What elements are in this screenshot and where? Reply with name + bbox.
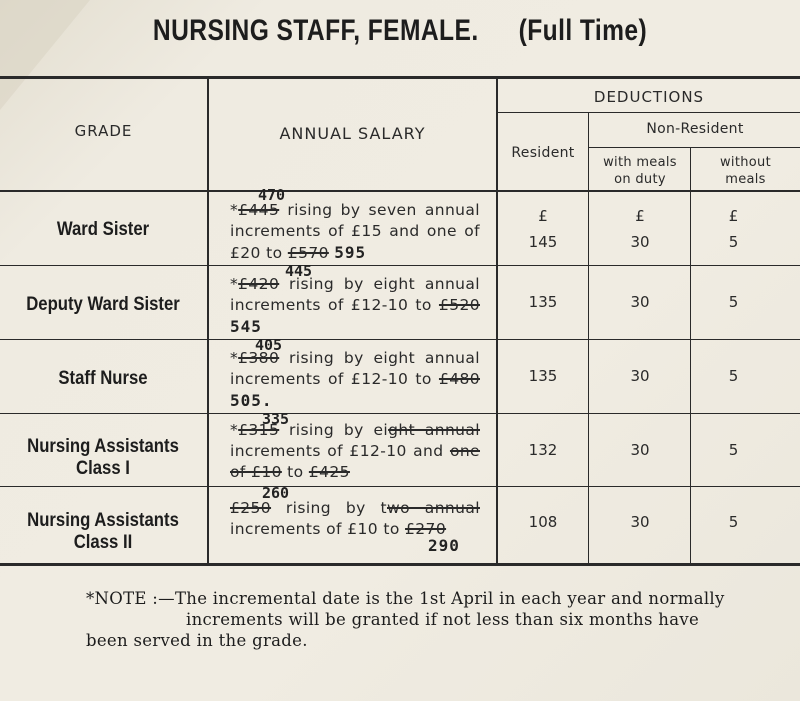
struck-amount: £380 — [238, 349, 280, 367]
resident-value: 108 — [528, 513, 558, 531]
struck-amount: £425 — [308, 463, 350, 481]
struck-amount: £520 — [438, 296, 480, 314]
row-rule-4 — [0, 486, 800, 487]
footnote — [86, 588, 736, 651]
with-meals-value: 30 — [630, 233, 650, 251]
salary-nursing-assistants-class-2: £250 rising by two annual increments of £10 to £270 — [230, 499, 480, 538]
footnote-line-1: *NOTE :—The incremental date is the 1st April in each year and normally — [86, 589, 725, 608]
handwritten-correction-4: 335 — [262, 410, 290, 428]
nonresident-under-rule — [589, 147, 800, 148]
row-rule-1 — [0, 265, 800, 266]
struck-amount: £445 — [238, 201, 280, 219]
table-top-rule — [0, 76, 800, 79]
resident-value: 145 — [528, 233, 558, 251]
deductions-under-rule — [497, 112, 800, 113]
struck-text: wo annual — [387, 499, 480, 517]
page-title — [72, 14, 728, 48]
struck-text: one of £10 — [230, 442, 480, 481]
grade-line-2: Class I — [76, 458, 130, 479]
salary-deputy-ward-sister: *£420 rising by eight annual increments of £12-10 to £520 545 — [230, 275, 480, 336]
grade-line-2: Class II — [73, 532, 133, 553]
grade-nursing-assistants-class-1 — [12, 436, 193, 480]
without-meals-value: 5 — [728, 441, 739, 459]
grade-line-1: Nursing Assistants — [27, 510, 179, 531]
header-without-meals — [691, 154, 800, 188]
with-meals-value: 30 — [630, 367, 650, 385]
grade-nursing-assistants-class-2 — [12, 510, 193, 554]
handwritten-amount: 595 — [334, 243, 367, 262]
handwritten-correction-3: 405 — [255, 336, 283, 354]
grade-line-1: Nursing Assistants — [27, 436, 179, 457]
with-meals-value: 30 — [630, 513, 650, 531]
struck-amount: £570 — [287, 244, 329, 262]
header-deductions: DEDUCTIONS — [593, 88, 705, 106]
row-rule-3 — [0, 413, 800, 414]
with-meals-value: 30 — [630, 441, 650, 459]
without-meals-value: 5 — [728, 513, 739, 531]
without-meals-value: 5 — [728, 233, 739, 251]
grade-deputy-ward-sister: Deputy Ward Sister — [26, 294, 180, 315]
handwritten-amount: 505. — [230, 391, 273, 410]
header-resident: Resident — [511, 145, 575, 161]
resident-value: 132 — [528, 441, 558, 459]
handwritten-correction-5: 260 — [262, 484, 290, 502]
row-rule-2 — [0, 339, 800, 340]
header-without-meals-line1: without — [720, 155, 771, 170]
with-meals-pound-sign: £ — [635, 207, 645, 225]
struck-amount: £250 — [230, 499, 272, 517]
title-main: NURSING STAFF, FEMALE. — [152, 14, 479, 47]
without-meals-value: 5 — [728, 293, 739, 311]
without-meals-value: 5 — [728, 367, 739, 385]
handwritten-correction-1: 470 — [258, 186, 286, 204]
header-annual-salary: ANNUAL SALARY — [279, 124, 426, 143]
struck-amount: £270 — [405, 520, 447, 538]
struck-text: ght annual — [388, 421, 480, 439]
handwritten-amount: 290 — [428, 536, 460, 555]
struck-amount: £315 — [238, 421, 280, 439]
handwritten-amount: 545 — [230, 317, 262, 336]
struck-amount: £480 — [438, 370, 480, 388]
header-non-resident: Non-Resident — [646, 121, 744, 137]
footnote-line-2: increments will be granted if not less than six months have — [186, 610, 700, 629]
vertical-rule-grade — [207, 78, 209, 566]
salary-nursing-assistants-class-1: *£315 rising by eight annual increments of £12-10 and one of £10 to £425 — [230, 421, 480, 481]
without-meals-pound-sign: £ — [728, 207, 739, 225]
header-without-meals-line2: meals — [725, 172, 766, 187]
handwritten-correction-2: 445 — [285, 262, 313, 280]
resident-value: 135 — [528, 367, 558, 385]
struck-amount: £420 — [238, 275, 280, 293]
header-with-meals — [590, 154, 690, 188]
grade-ward-sister: Ward Sister — [56, 219, 150, 240]
resident-pound-sign: £ — [538, 207, 548, 225]
grade-staff-nurse: Staff Nurse — [58, 368, 148, 389]
title-sub: (Full Time) — [518, 14, 648, 47]
table-bottom-rule — [0, 563, 800, 566]
salary-ward-sister: *£445 rising by seven annual increments of £15 and one of £20 to £570 595 — [230, 201, 480, 262]
header-bottom-rule — [0, 190, 800, 192]
salary-staff-nurse: *£380 rising by eight annual increments of £12-10 to £480 505. — [230, 349, 480, 410]
footnote-line-3: been served in the grade. — [86, 631, 308, 650]
resident-value: 135 — [528, 293, 558, 311]
with-meals-value: 30 — [630, 293, 650, 311]
header-grade: GRADE — [74, 122, 133, 140]
header-with-meals-line1: with meals — [603, 155, 677, 170]
header-with-meals-line2: on duty — [614, 172, 666, 187]
